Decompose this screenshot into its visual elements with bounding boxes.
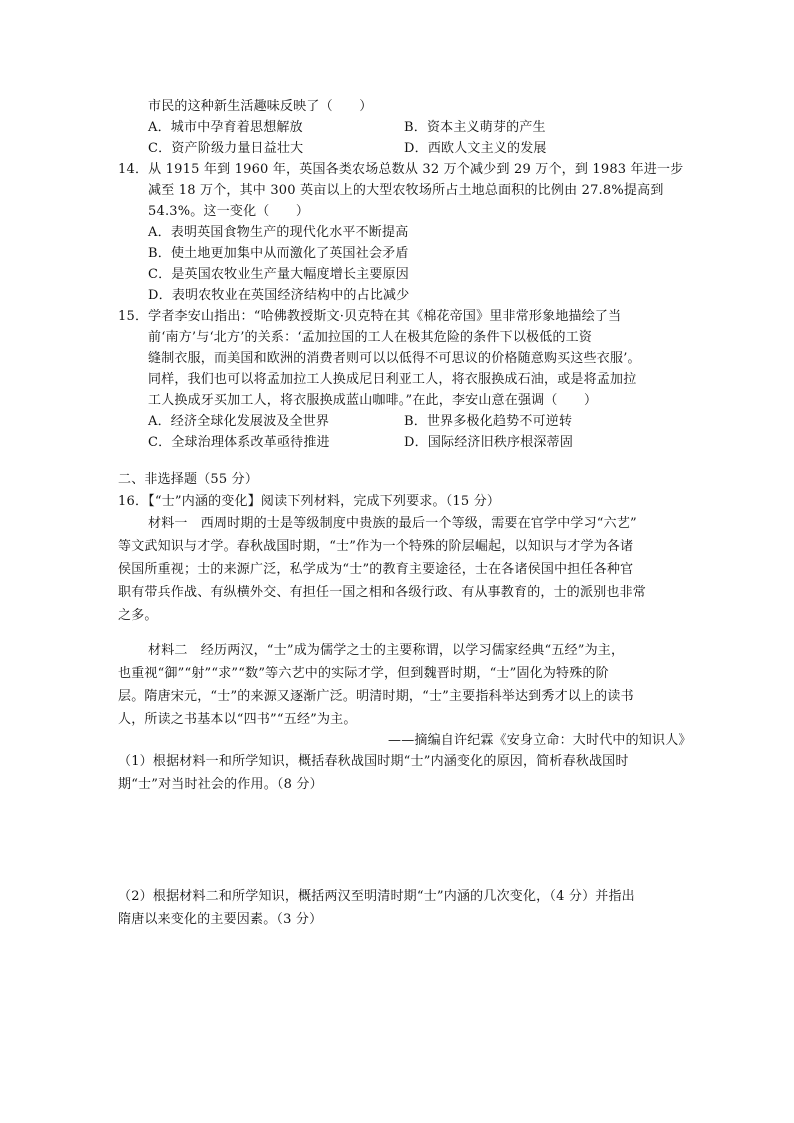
q16-sub2-line-2: 隋唐以来变化的主要因素。（3 分） [118, 912, 323, 927]
q14-stem-line-3: 54.3%。这一变化（ ） [148, 204, 310, 219]
q14-option-d: D．表明农牧业在英国经济结构中的占比减少 [148, 288, 410, 303]
q16-material2-line-2: 也重视“御”“射”“求”“数”等六艺中的实际才学，但到魏晋时期，“士”固化为特殊的阶 [118, 666, 609, 681]
q15-stem-line-3: 缝制衣服，而美国和欧洲的消费者则可以以低得不可思议的价格随意购买这些衣服’。 [148, 351, 641, 366]
q16-material1-line-1: 材料一 西周时期的士是等级制度中贵族的最后一个等级，需要在官学中学习“六艺” [148, 516, 637, 531]
q13-option-a: A．城市中孕育着思想解放 [148, 120, 303, 135]
q16-sub1-line-1: （1）根据材料一和所学知识，概括春秋战国时期“士”内涵变化的原因，简析春秋战国时 [118, 754, 629, 769]
q16-material2-line-3: 层。隋唐宋元，“士”的来源又逐渐广泛。明清时期，“士”主要指科举达到秀才以上的读书 [118, 689, 634, 704]
q15-stem-line-1: 15．学者李安山指出：“哈佛教授斯文·贝克特在其《棉花帝国》里非常形象地描绘了当 [118, 309, 622, 324]
q15-stem-line-5: 工人换成牙买加工人，将衣服换成蓝山咖啡。”在此，李安山意在强调（ ） [148, 393, 598, 408]
q15-option-c: C．全球治理体系改革亟待推进 [148, 435, 330, 450]
q16-material1-line-4: 职有带兵作战、有纵横外交、有担任一国之相和各级行政、有从事教育的，士的派别也非常 [118, 585, 647, 600]
q14-stem-line-2: 减至 18 万个，其中 300 英亩以上的大型农牧场所占土地总面积的比例由 27.8%提高到 [148, 183, 664, 198]
q16-source-citation: ——摘编自许纪霖《安身立命：大时代中的知识人》 [388, 733, 692, 748]
q13-option-b: B．资本主义萌芽的产生 [404, 120, 546, 135]
q16-material1-line-5: 之多。 [118, 608, 158, 623]
q13-option-c: C．资产阶级力量日益壮大 [148, 141, 304, 156]
q15-stem-line-2: 前‘南方’与‘北方’的关系：‘孟加拉国的工人在极其危险的条件下以极低的工资 [148, 330, 593, 345]
q16-sub1-line-2: 期“士”对当时社会的作用。（8 分） [118, 777, 323, 792]
q16-material2-line-1: 材料二 经历两汉，“士”成为儒学之士的主要称谓，以学习儒家经典“五经”为主， [148, 643, 625, 658]
q15-stem-line-4: 同样，我们也可以将孟加拉工人换成尼日利亚工人，将衣服换成石油，或是将孟加拉 [148, 372, 637, 387]
q16-material1-line-2: 等文武知识与才学。春秋战国时期，“士”作为一个特殊的阶层崛起，以知识与才学为各诸 [118, 539, 634, 554]
q13-stem-tail: 市民的这种新生活趣味反映了（ ） [148, 99, 373, 114]
q15-option-b: B．世界多极化趋势不可逆转 [404, 414, 573, 429]
q16-title: 16．【“士”内涵的变化】阅读下列材料，完成下列要求。（15 分） [118, 494, 501, 509]
q14-option-a: A．表明英国食物生产的现代化水平不断提高 [148, 225, 409, 240]
q13-option-d: D．西欧人文主义的发展 [404, 141, 547, 156]
section-heading: 二、非选择题（55 分） [118, 472, 259, 487]
q15-option-a: A．经济全球化发展波及全世界 [148, 414, 330, 429]
q16-material1-line-3: 侯国所重视；士的来源广泛，私学成为“士”的教育主要途径，士在各诸侯国中担任各种官 [118, 562, 634, 577]
q16-material2-line-4: 人，所读之书基本以“四书”“五经”为主。 [118, 712, 357, 727]
q16-sub2-line-1: （2）根据材料二和所学知识，概括两汉至明清时期“士”内涵的几次变化，（4 分）并指出 [118, 889, 635, 904]
q15-option-d: D．国际经济旧秩序根深蒂固 [404, 435, 574, 450]
q14-option-b: B．使土地更加集中从而激化了英国社会矛盾 [148, 246, 409, 261]
q14-option-c: C．是英国农牧业生产量大幅度增长主要原因 [148, 267, 409, 282]
q14-stem-line-1: 14．从 1915 年到 1960 年，英国各类农场总数从 32 万个减少到 29 万个，到 1983 年进一步 [118, 162, 684, 177]
